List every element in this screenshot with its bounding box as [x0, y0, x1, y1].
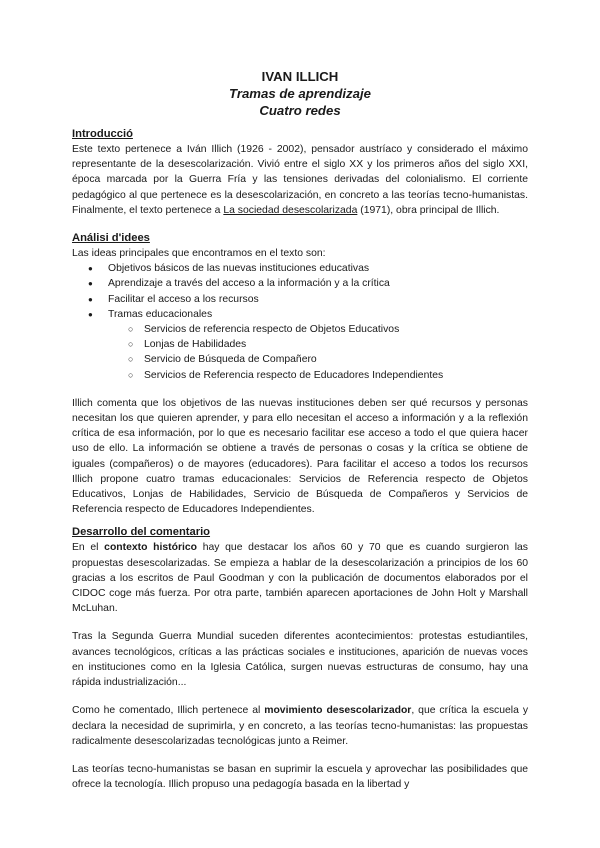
document-title: Tramas de aprendizaje: [229, 86, 371, 101]
intro-heading: Introducció: [72, 128, 133, 140]
book-title-link[interactable]: La sociedad desescolarizada: [223, 204, 358, 216]
bold-term: movimiento desescolarizador: [264, 705, 412, 717]
list-item: ● Aprendizaje a través del acceso a la información y a la crítica: [72, 276, 528, 291]
development-paragraph-1: [72, 540, 528, 616]
list-item: ● Objetivos básicos de las nuevas instituciones educativas: [72, 261, 528, 276]
list-item: ● Facilitar el acceso a los recursos: [72, 292, 528, 307]
development-heading: Desarrollo del comentario: [72, 526, 211, 539]
intro-text-a: Este texto pertenece a Iván Illich (1926 - 2002), pensador austríaco y considerado el máximo representante de la desescolarización. Vivió entre el siglo XX y los primeros años del siglo XXI, época marcada por la Guerra Fría y las tensiones derivadas del colonialismo. El corriente pedagógico al que pertenece es la desescolarización, en concreto a las teorías tecno-humanistas. Finalmente, el texto pertenece a: [72, 144, 528, 216]
development-paragraph-4: Las teorías tecno-humanistas se basan en suprimir la escuela y aprovechar las posibilidades que ofrece la tecnología. Illich propuso una pedagogía basada en la libertad y: [72, 763, 528, 791]
document-subtitle: Cuatro redes: [259, 103, 341, 118]
text-run: Como he comentado, Illich pertenece al: [72, 705, 265, 717]
intro-text-b: (1971), obra principal de Illich.: [357, 204, 500, 216]
analysis-lead: Las ideas principales que encontramos en el texto son:: [72, 248, 326, 260]
bold-term: contexto histórico: [104, 542, 198, 554]
text-run: hay que destacar los años 60 y 70 que es cuando surgieron las propuestas desescolarizadas. Se empieza a hablar de la desescolarización a principios de los 60 gracias a los escritos de Paul Goodman y con la publicación de documentos elaborados por el CIDOC coge más fuerza. Por otra parte, también aparecen aportaciones de John Holt y Marshall McLuhan.: [72, 542, 528, 615]
ideas-list: [72, 261, 528, 322]
sub-list-item: ○ Servicios de Referencia respecto de Educadores Independientes: [72, 368, 528, 383]
text-run: , que crítica la escuela y declara la necesidad de suprimirla, y en concreto, a las teorías tecno-humanistas: las propuestas radicalmente desescolarizadas tecnológicas junto a Reimer.: [72, 705, 529, 747]
sub-list-item: ○ Servicios de referencia respecto de Objetos Educativos: [72, 322, 528, 337]
intro-paragraph: [72, 142, 528, 218]
text-run: En el: [72, 542, 105, 554]
development-paragraph-2: Tras la Segunda Guerra Mundial suceden diferentes acontecimientos: protestas estudiantiles, avances tecnológicos, críticas a las prácticas sociales e instituciones, aparición de nuevas voces en instituciones como en la Iglesia Católica, surgen nuevas estructuras de consumo, hay una rápida industrialización...: [72, 631, 528, 689]
sub-list-item: ○ Servicio de Búsqueda de Compañero: [72, 352, 528, 367]
development-paragraph-3: [72, 703, 528, 749]
tramas-sublist: [72, 322, 528, 383]
document-header: [72, 68, 528, 119]
analysis-heading: Análisi d'idees: [72, 232, 150, 245]
author-name: IVAN ILLICH: [261, 69, 339, 84]
analysis-paragraph: Illich comenta que los objetivos de las nuevas instituciones deben ser qué recursos y personas necesitan los que quieren aprender, y para ello necesitan el acceso a información y a la reflexión crítica de esa información, por lo que es necesario facilitar ese acceso a todo el que quiera hacer uso de ello. La información se obtiene a través de personas o cosas y la crítica se obtiene de iguales (compañeros) o de mayores (educadores). Para facilitar el acceso a todos los recursos Illich propone cuatro tramas educacionales: Servicios de Referencia respecto de Objetos Educativos, Lonjas de Habilidades, Servicio de Búsqueda de Compañeros y Servicios de Referencia respecto de Educadores Independientes.: [72, 397, 528, 516]
list-item: ● Tramas educacionales: [72, 307, 528, 322]
sub-list-item: ○ Lonjas de Habilidades: [72, 337, 528, 352]
